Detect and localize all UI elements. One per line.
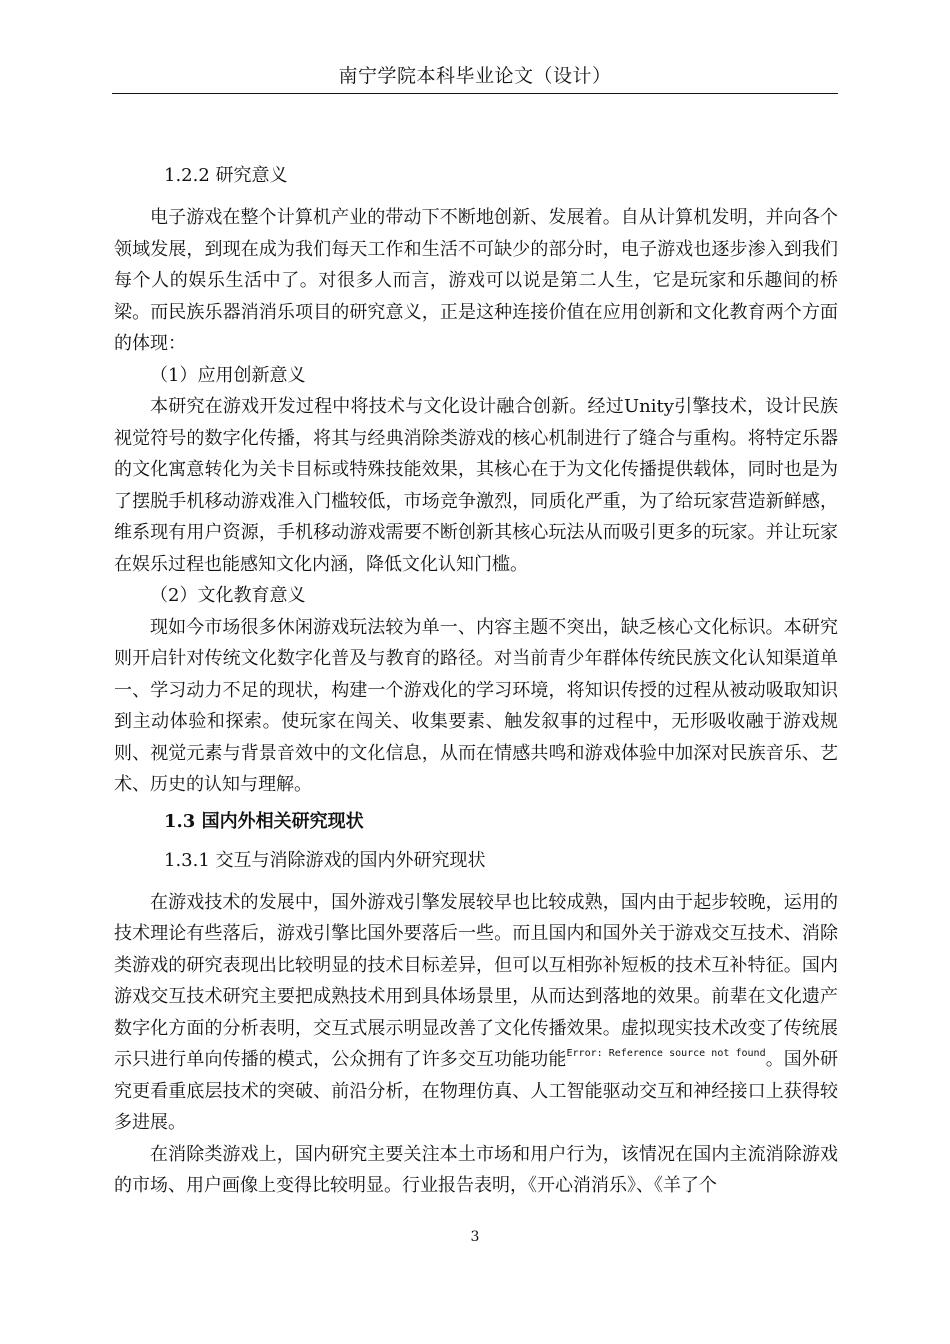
paragraph-interaction-research bbox=[114, 887, 838, 1139]
paragraph-elimination-games: 在消除类游戏上，国内研究主要关注本土市场和用户行为，该情况在国内主流消除游戏的市场、用户画像上变得比较明显。行业报告表明，《开心消消乐》、《羊了个 bbox=[114, 1143, 838, 1196]
page-body bbox=[114, 158, 838, 1202]
reference-error-marker: Error: Reference source not found bbox=[566, 1048, 766, 1059]
section-heading-1-3: 1.3 国内外相关研究现状 bbox=[164, 810, 364, 832]
page-number: 3 bbox=[470, 1229, 480, 1245]
subheading-application-innovation: （1）应用创新意义 bbox=[150, 364, 306, 386]
paragraph-cultural-education: 现如今市场很多休闲游戏玩法较为单一、内容主题不突出，缺乏核心文化标识。本研究则开启针对传统文化数字化普及与教育的路径。对当前青少年群体传统民族文化认知渠道单一、学习动力不足的现状，构建一个游戏化的学习环境，将知识传授的过程从被动吸取知识到主动体验和探索。使玩家在闯关、收集要素、触发叙事的过程中，无形吸收融于游戏规则、视觉元素与背景音效中的文化信息，从而在情感共鸣和游戏体验中加深对民族音乐、艺术、历史的认知与理解。 bbox=[114, 616, 838, 795]
running-header: 南宁学院本科毕业论文（设计） bbox=[338, 65, 612, 87]
paragraph-text-after-ref: 。国外研究更看重底层技术的突破、前沿分析，在物理仿真、人工智能驱动交互和神经接口上获得较多进展。 bbox=[114, 1049, 839, 1133]
header-rule bbox=[112, 93, 838, 94]
paragraph-research-significance-intro: 电子游戏在整个计算机产业的带动下不断地创新、发展着。自从计算机发明，并向各个领域发展，到现在成为我们每天工作和生活不可缺少的部分时，电子游戏也逐步渗入到我们每个人的娱乐生活中了。对很多人而言，游戏可以说是第二人生，它是玩家和乐趣间的桥梁。而民族乐器消消乐项目的研究意义，正是这种连接价值在应用创新和文化教育两个方面的体现： bbox=[114, 207, 838, 354]
section-heading-1-3-1: 1.3.1 交互与消除游戏的国内外研究现状 bbox=[164, 849, 486, 871]
subheading-cultural-education: （2）文化教育意义 bbox=[150, 585, 306, 606]
section-heading-1-2-2: 1.2.2 研究意义 bbox=[164, 165, 288, 186]
paragraph-text-before-ref: 在游戏技术的发展中，国外游戏引擎发展较早也比较成熟，国内由于起步较晚，运用的技术理论有些落后，游戏引擎比国外要落后一些。而且国内和国外关于游戏交互技术、消除类游戏的研究表现出比较明显的技术目标差异，但可以互相弥补短板的技术互补特征。国内游戏交互技术研究主要把成熟技术用到具体场景里，从而达到落地的效果。前辈在文化遗产数字化方面的分析表明，交互式展示明显改善了文化传播效果。虚拟现实技术改变了传统展示只进行单向传播的模式，公众拥有了许多交互功能功能 bbox=[114, 891, 838, 1070]
paragraph-application-innovation: 本研究在游戏开发过程中将技术与文化设计融合创新。经过Unity引擎技术，设计民族视觉符号的数字化传播，将其与经典消除类游戏的核心机制进行了缝合与重构。将特定乐器的文化寓意转化为关卡目标或特殊技能效果，其核心在于为文化传播提供载体，同时也是为了摆脱手机移动游戏准入门槛较低，市场竞争激烈，同质化严重，为了给玩家营造新鲜感，维系现有用户资源，手机移动游戏需要不断创新其核心玩法从而吸引更多的玩家。并让玩家在娱乐过程也能感知文化内涵，降低文化认知门槛。 bbox=[114, 396, 838, 575]
